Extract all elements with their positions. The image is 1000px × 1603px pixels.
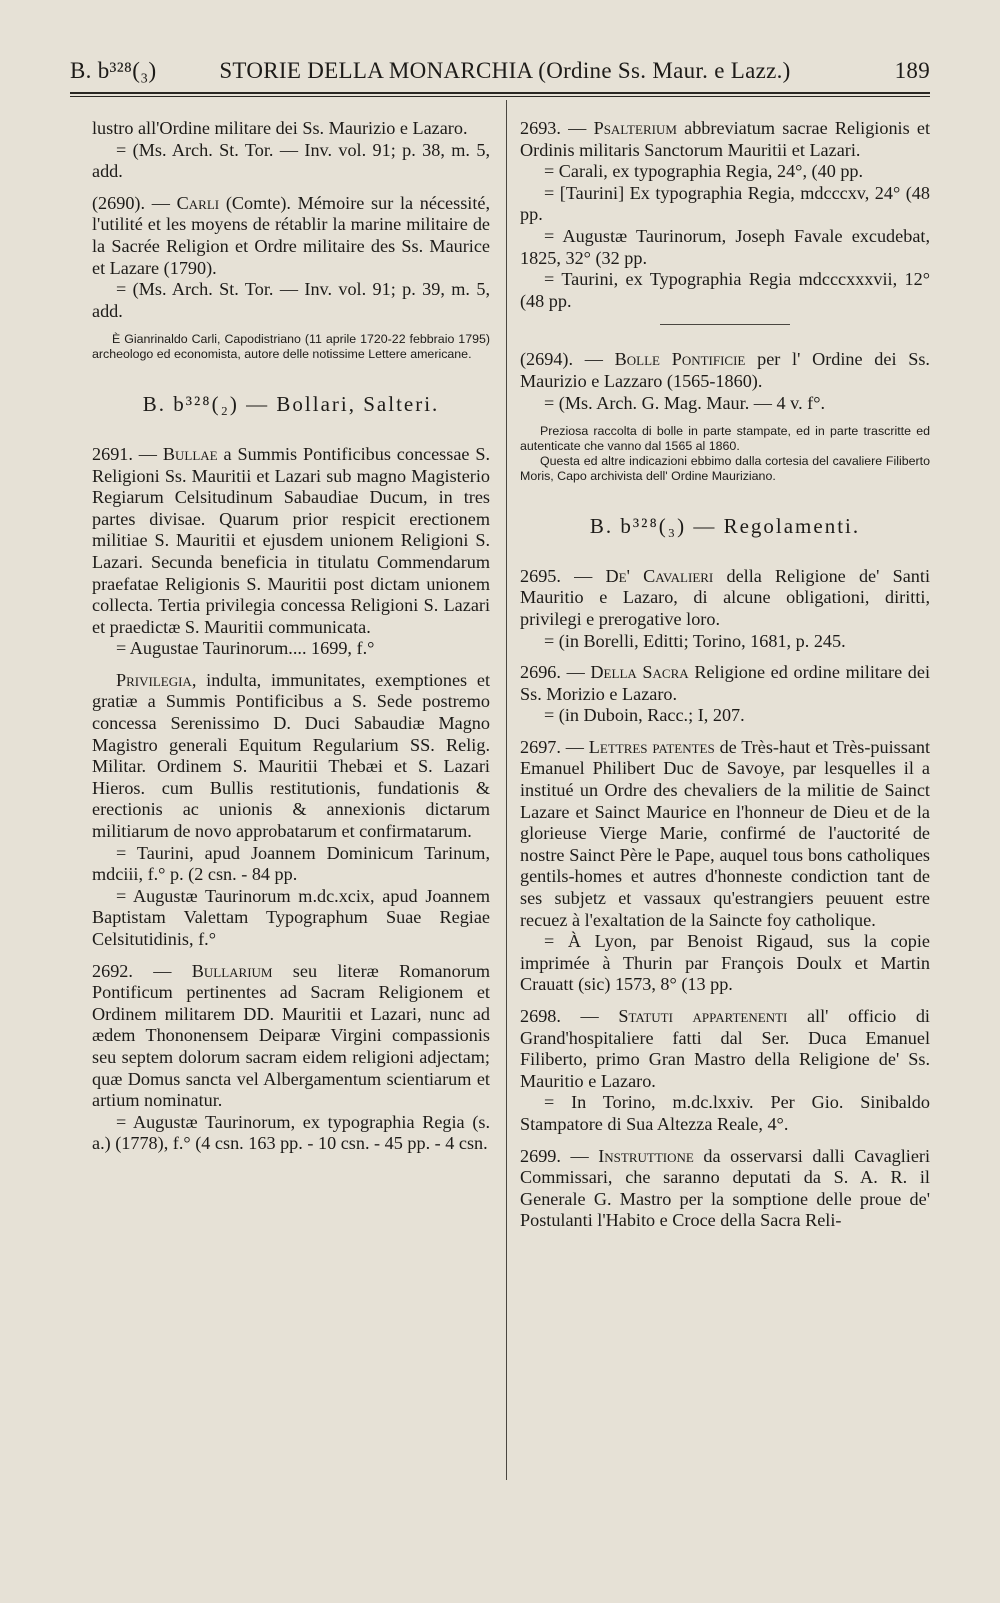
entry-text: all' officio di Grand'hospitaliere fatti dal Ser. Duca Emanuel Filiberto, primo Gran Mastro della Religione de' Ss. Mauritio e Lazaro.: [520, 1006, 930, 1091]
note-text: Preziosa raccolta di bolle in parte stampate, ed in parte trascritte ed autenticate che vanno dal 1565 al 1860.: [520, 424, 930, 454]
entry-text: seu literæ Romanorum Pontificum pertinentes ad Sacram Religionem et Ordinem militarem DD. Mauritii et Lazari, nunc ad ædem Thononensem Deiparæ Virgini compassionis seu septem dolorum sacram eidem religioni adjectam; quæ Domus sancta vel Albergamentum scientiarum et artium nominatur.: [92, 960, 491, 1111]
entry-2697: [520, 737, 930, 996]
entry-text: per l' Ordine dei Ss. Maurizio e Lazzaro (1565-1860).: [520, 349, 930, 391]
entry-2698: [520, 1006, 930, 1136]
entry-imprint: = [Taurini] Ex typographia Regia, mdcccxv, 24° (48 pp.: [520, 182, 930, 225]
entry-text: da osservarsi dalli Cavaglieri Commissari, che saranno deputati da S. A. R. il Generale G. Mastro per la somptione delle proue de' Postulanti l'Habito e Croce della Sacra Reli-: [520, 1145, 931, 1231]
entry-imprint: = (Ms. Arch. St. Tor. — Inv. vol. 91; p. 38, m. 5, add.: [92, 139, 490, 182]
separator-rule: [660, 324, 790, 325]
entry-number: 2692. —: [92, 960, 172, 981]
entry-imprint: = Carali, ex typographia Regia, 24°, (40 pp.: [544, 161, 864, 182]
entry-number: 2693. —: [520, 118, 587, 138]
entry-text: (Comte). Mémoire sur la nécessité, l'utilité et les moyens de rétablir la marine militaire de la Sacrée Religion et Ordre militaire des Ss. Maurice et Lazare (1790).: [92, 192, 490, 278]
entry-imprint: = (in Duboin, Racc.; I, 207.: [544, 705, 745, 726]
entry-imprint: = (Ms. Arch. St. Tor. — Inv. vol. 91; p. 39, m. 5, add.: [92, 279, 490, 321]
header-rule-thick: [70, 92, 930, 94]
header-rule-thin: [70, 96, 930, 97]
entry-title: Statuti appartenenti: [618, 1006, 788, 1026]
entry-imprint: = Taurini, ex Typographia Regia mdcccxxxvii, 12° (48 pp.: [520, 269, 930, 311]
section-heading-bollari: B. b³²⁸(₂) — Bollari, Salteri.: [142, 392, 440, 417]
entry-number: 2698. —: [520, 1006, 599, 1026]
entry-imprint: = Augustae Taurinorum.... 1699, f.°: [116, 638, 375, 659]
entry-imprint: = Taurini, apud Joannem Dominicum Tarinum, mdciii, f.° p. (2 csn. - 84 pp.: [92, 842, 490, 885]
entry-imprint: = À Lyon, par Benoist Rigaud, sus la copie imprimée à Thurin par François Doulx et Martin Crauatt (sic) 1573, 8° (13 pp.: [520, 931, 930, 995]
entry-author: Carli: [176, 192, 220, 213]
entry-note: [520, 424, 930, 484]
entry-text: de Très-haut et Très-puissant Emanuel Philibert Duc de Savoye, par lesquelles il a institué un Ordre des chevaliers de la militie de Sainct Lazare et Sainct Maurice en l'honneur de Dieu et de la glorieuse Vierge Marie, confirmé de l'auctorité de nostre Sainct Père le Pape, auquel tous bons catholiques gentils-homes et autres d'honneste condiction tant de ses subjetz et vassaux qu'estrangiers peuuent estre recuez à l'exaltation de la Saincte foy catholique.: [520, 736, 931, 930]
entry-title: Della Sacra: [590, 662, 689, 683]
entry-2690: [92, 193, 490, 323]
entry-privilegia: [92, 670, 490, 951]
entry-text: lustro all'Ordine militare dei Ss. Maurizio e Lazaro.: [92, 118, 468, 138]
entry-title: Privilegia: [116, 669, 192, 690]
entry-imprint: = (Ms. Arch. G. Mag. Maur. — 4 v. f°.: [544, 392, 826, 413]
entry-title: De' Cavalieri: [605, 565, 714, 586]
entry-title: Lettres patentes: [588, 736, 715, 757]
entry-title: Psalterium: [593, 118, 677, 138]
entry-number: 2691. —: [92, 443, 157, 464]
entry-imprint: = In Torino, m.dc.lxxiv. Per Gio. Sinibaldo Stampatore di Sua Altezza Reale, 4°.: [520, 1092, 930, 1134]
entry-continuation: [92, 118, 490, 183]
page-number: 189: [894, 58, 930, 83]
entry-2699: [520, 1146, 930, 1232]
entry-number: (2694). —: [520, 349, 603, 370]
entry-number: 2697. —: [520, 736, 584, 757]
entry-number: 2696. —: [520, 662, 585, 683]
entry-title: Bullarium: [191, 960, 273, 981]
entry-2691: [92, 444, 490, 660]
entry-2693: [520, 118, 930, 312]
entry-text: abbreviatum sacrae Religionis et Ordinis militaris Sanctorum Mauritii et Lazari.: [520, 118, 931, 160]
entry-2695: [520, 566, 930, 652]
entry-title: Bullae: [162, 443, 218, 464]
left-column: [92, 118, 490, 1165]
running-header: [70, 56, 930, 96]
note-text: È Gianrinaldo Carli, Capodistriano (11 aprile 1720-22 febbraio 1795) archeologo ed economista, autore delle notissime Lettere americane.: [92, 332, 490, 362]
entry-text: della Religione de' Santi Mauritio e Lazaro, di alcune obligationi, diritti, privilegi e prerogative loro.: [520, 565, 931, 629]
header-classmark: B. b³²⁸(₃): [70, 58, 157, 83]
entry-imprint: = Augustæ Taurinorum, ex typographia Regia (s. a.) (1778), f.° (4 csn. 163 pp. - 10 csn. - 45 pp. - 4 csn.: [92, 1111, 490, 1154]
right-column: [520, 118, 930, 1242]
entry-imprint: = (in Borelli, Editti; Torino, 1681, p. 245.: [544, 630, 846, 651]
entry-number: 2695. —: [520, 565, 593, 586]
section-heading-regolamenti: B. b³²⁸(₃) — Regolamenti.: [589, 514, 861, 539]
entry-text: , indulta, immunitates, exemptiones et gratiæ a Summis Pontificibus a S. Sede postremo concessa Serenissimo D. Duci Sabaudiæ Magno Magistro generali Equitum Regularium SS. Relig. Militar. Ordinem S. Mauritii Thebæi et S. Lazari Hieros. cum Bullis restitutionis, fundationis & erectionis ac unionis & annexionis dictarum militiarum de novo approbatarum et confirmatarum.: [92, 669, 490, 842]
header-title: STORIE DELLA MONARCHIA (Ordine Ss. Maur. e Lazz.): [219, 58, 791, 83]
entry-text: a Summis Pontificibus concessae S. Religioni Ss. Mauritii et Lazari sub magno Magisterio Regiarum Celsitudinum Sabaudiae Ducum, in tres partes divisae. Quarum prior respicit erectionem militiae S. Mauritii et ejusdem unionem Religioni S. Lazari. Secunda beneficia in titulatu Commendarum praefatae Religionis S. Mauritii post dictam unionem collecta. Tertia privilegia concessa Religioni S. Lazari et praedictæ S. Mauritii communicata.: [92, 443, 491, 637]
entry-title: Instruttione: [598, 1145, 694, 1166]
column-divider: [506, 100, 507, 1480]
entry-number: (2690). —: [92, 192, 170, 213]
entry-2692: [92, 961, 490, 1155]
entry-2694: [520, 349, 930, 414]
entry-number: 2699. —: [520, 1145, 589, 1166]
entry-imprint: = Augustæ Taurinorum, Joseph Favale excudebat, 1825, 32° (32 pp.: [520, 225, 930, 268]
entry-imprint: = Augustæ Taurinorum m.dc.xcix, apud Joannem Baptistam Valettam Typographum Suae Regiae Celsitutidinis, f.°: [92, 885, 490, 949]
entry-title: Bolle Pontificie: [614, 349, 746, 370]
entry-note: [92, 332, 490, 362]
entry-2696: [520, 662, 930, 727]
note-text: Questa ed altre indicazioni ebbimo dalla cortesia del cavaliere Filiberto Moris, Capo archivista dell' Ordine Mauriziano.: [520, 454, 930, 484]
entry-text: Religione ed ordine militare dei Ss. Morizio e Lazaro.: [520, 662, 931, 704]
